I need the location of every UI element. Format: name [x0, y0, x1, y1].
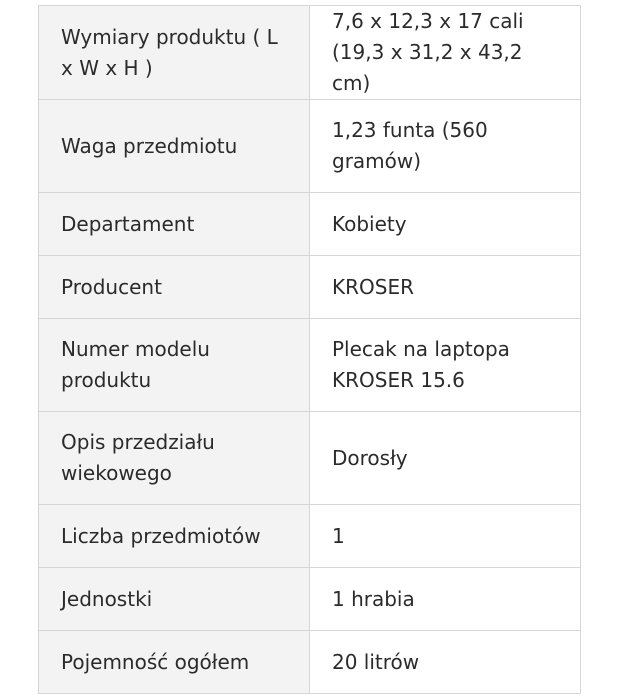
spec-label: Producent: [39, 256, 310, 319]
table-row: [39, 412, 581, 505]
spec-value: 7,6 x 12,3 x 17 cali (19,3 x 31,2 x 43,2 cm): [310, 6, 581, 100]
spec-label: Liczba przedmiotów: [39, 505, 310, 568]
spec-value: Plecak na laptopa KROSER 15.6: [310, 319, 581, 412]
spec-value: 1: [310, 505, 581, 568]
spec-label: Jednostki: [39, 568, 310, 631]
table-row: [39, 319, 581, 412]
product-spec-table: [38, 5, 581, 694]
table-row: [39, 193, 581, 256]
table-row: [39, 256, 581, 319]
spec-label: Departament: [39, 193, 310, 256]
spec-label: Pojemność ogółem: [39, 631, 310, 694]
spec-value: Dorosły: [310, 412, 581, 505]
table-row: [39, 100, 581, 193]
spec-value: Kobiety: [310, 193, 581, 256]
spec-label: Waga przedmiotu: [39, 100, 310, 193]
spec-label: Numer modelu produktu: [39, 319, 310, 412]
table-row: [39, 568, 581, 631]
table-row: [39, 505, 581, 568]
spec-value: 1 hrabia: [310, 568, 581, 631]
spec-label: Wymiary produktu ( L x W x H ): [39, 6, 310, 100]
table-row: [39, 631, 581, 694]
spec-value: 1,23 funta (560 gramów): [310, 100, 581, 193]
spec-value: KROSER: [310, 256, 581, 319]
spec-value: 20 litrów: [310, 631, 581, 694]
table-row: [39, 6, 581, 100]
spec-label: Opis przedziału wiekowego: [39, 412, 310, 505]
